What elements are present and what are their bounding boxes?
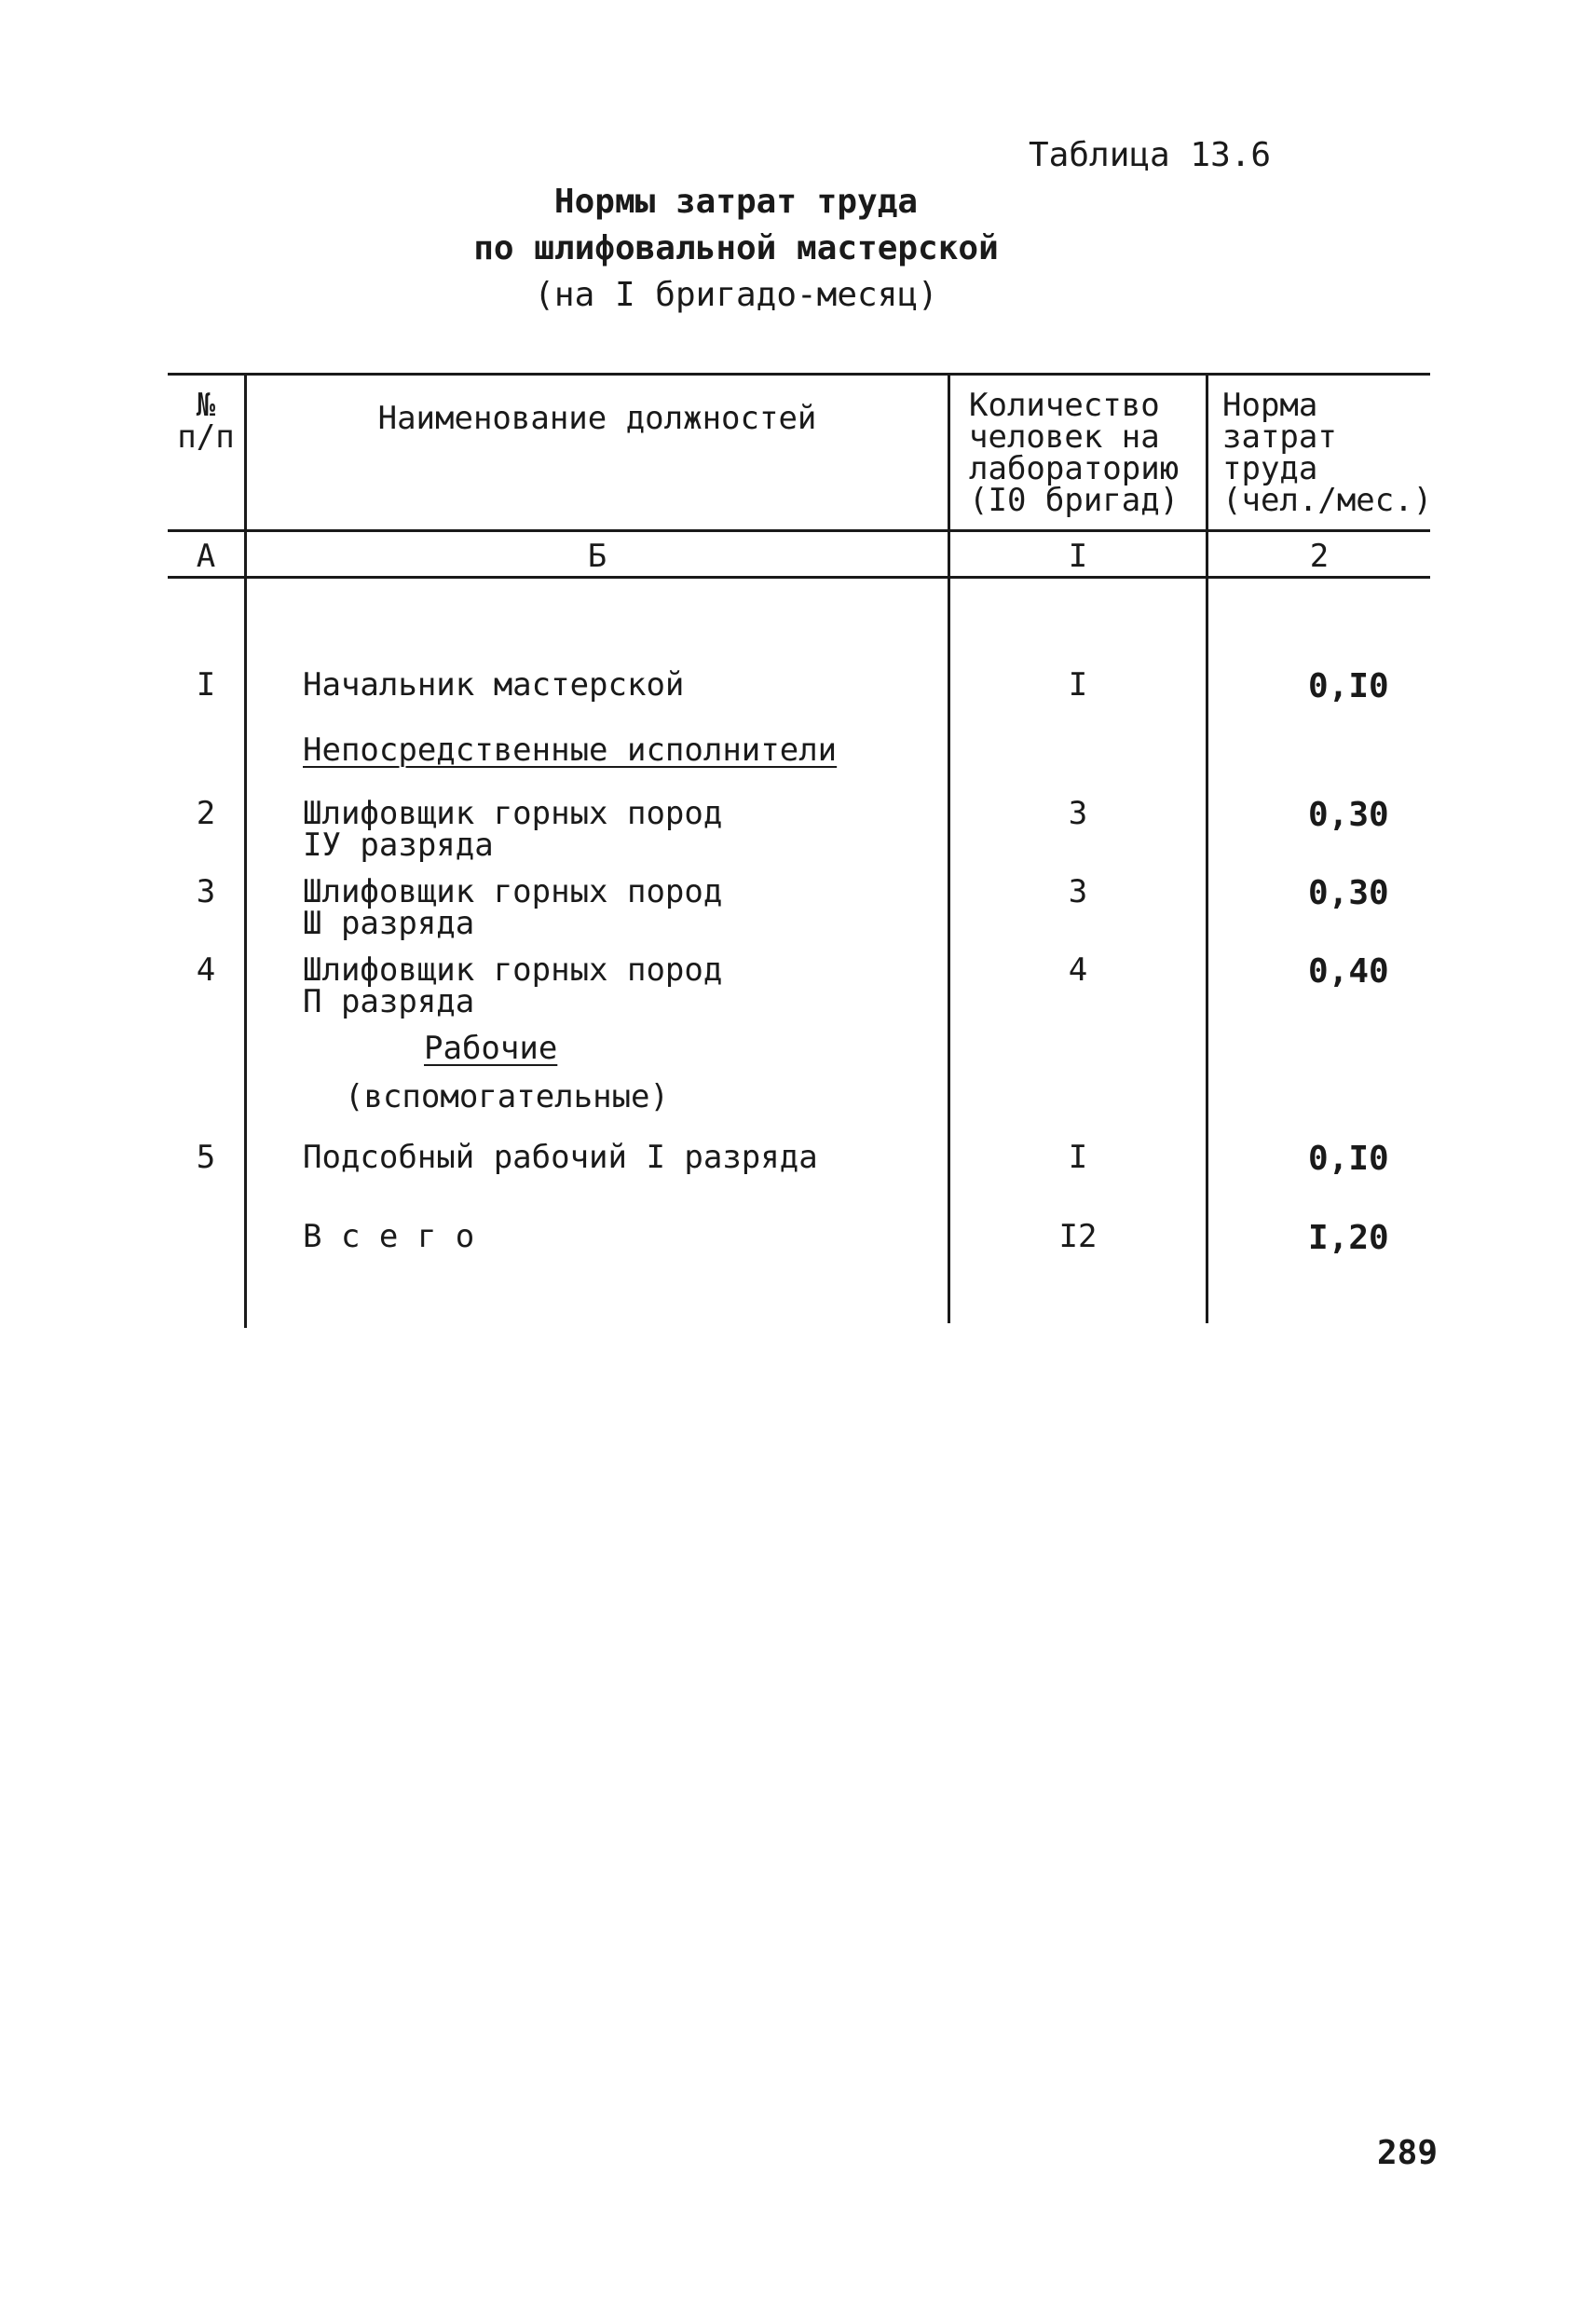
row-count: 3: [1068, 873, 1088, 910]
header-col-b: Наименование должностей: [377, 400, 817, 437]
title-line-2: по шлифовальной мастерской: [473, 229, 999, 267]
row-name: Шлифовщик горных пород П разряда: [303, 951, 723, 1020]
row-number: 2: [196, 795, 216, 832]
index-b: Б: [587, 538, 607, 575]
column-divider-b: [948, 373, 950, 1323]
header-col-1: Количество человек на лабораторию (I0 бригад): [969, 387, 1180, 519]
row-name: Начальник мастерской: [303, 666, 685, 704]
table-top-rule: [168, 373, 1430, 376]
index-a: А: [196, 538, 216, 575]
row-count: 3: [1068, 795, 1088, 832]
index-row-rule: [168, 576, 1430, 579]
column-divider-a: [244, 373, 247, 1328]
title-line-1: Нормы затрат труда: [553, 183, 919, 221]
row-number: 4: [196, 951, 216, 989]
row-count: I: [1068, 1139, 1088, 1176]
row-norm: 0,30: [1308, 796, 1389, 834]
row-number: 5: [196, 1139, 216, 1176]
total-label: В с е г о: [303, 1218, 475, 1255]
row-norm: 0,40: [1308, 952, 1389, 991]
column-divider-1: [1206, 373, 1208, 1323]
row-number: I: [196, 666, 216, 704]
header-bottom-rule: [168, 529, 1430, 532]
section-subheading: (вспомогательные): [345, 1078, 669, 1115]
row-norm: 0,I0: [1308, 667, 1389, 705]
section-heading: Непосредственные исполнители: [303, 732, 838, 769]
index-2: 2: [1309, 538, 1330, 575]
row-name: Шлифовщик горных пород IУ разряда: [303, 795, 723, 864]
section-heading: Рабочие: [424, 1030, 558, 1067]
total-norm: I,20: [1308, 1219, 1389, 1257]
row-count: I: [1068, 666, 1088, 704]
header-col-2: Норма затрат труда (чел./мес.): [1222, 387, 1433, 519]
title-line-3: (на I бригадо-месяц): [534, 276, 938, 314]
index-1: I: [1068, 538, 1088, 575]
row-norm: 0,30: [1308, 874, 1389, 912]
total-count: I2: [1058, 1218, 1098, 1255]
row-count: 4: [1068, 951, 1088, 989]
page-number: 289: [1377, 2134, 1439, 2172]
row-name: Шлифовщик горных пород Ш разряда: [303, 873, 723, 942]
row-norm: 0,I0: [1308, 1140, 1389, 1178]
header-col-a: № п/п: [177, 387, 235, 456]
row-number: 3: [196, 873, 216, 910]
table-label: Таблица 13.6: [1029, 136, 1272, 174]
row-name: Подсобный рабочий I разряда: [303, 1139, 818, 1176]
